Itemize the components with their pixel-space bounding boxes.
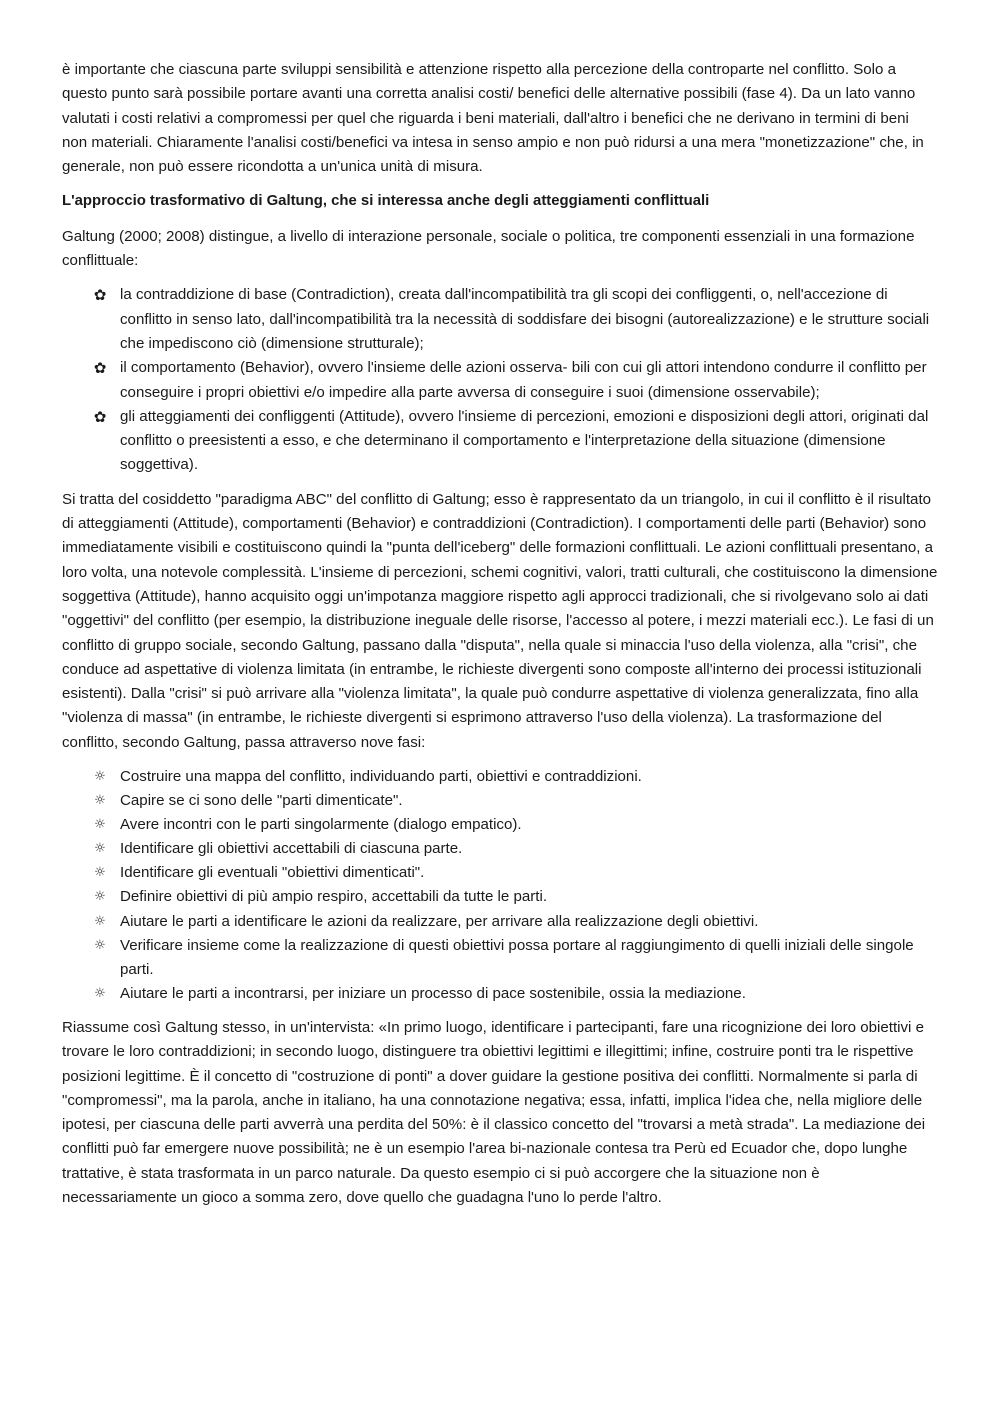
list-item-text: Aiutare le parti a incontrarsi, per iniziare un processo di pace sostenibile, ossia la mediazione. xyxy=(120,984,746,1002)
sun-bullet-icon: ☼ xyxy=(94,985,106,1001)
paragraph-interview: Riassume così Galtung stesso, in un'intervista: «In primo luogo, identificare i partecipanti, fare una ricognizione dei loro obiettivi e trovare le loro contraddizioni; in secondo luogo, distinguere tra obiettivi legittimi e illegittimi; infine, costruire ponti tra le rispettive posizioni legittime. È il concetto di "costruzione di ponti" a dover guidare la gestione positiva dei conflitti. Normalmente si parla di "compromessi", ma la parola, anche in italiano, ha una connotazione negativa; essa, infatti, implica l'idea che, nella migliore delle ipotesi, per ciascuna delle parti avverrà una perdita del 50%: è il classico concetto del "trovarsi a metà strada". La mediazione dei conflitti può far emergere nuove possibilità; ne è un esempio l'area bi-nazionale contesa tra Perù ed Ecuador che, dopo lunghe trattative, è stata trasformata in un parco naturale. Da questo esempio ci si può accorgere che la situazione non è necessariamente un gioco a somma zero, dove quello che guadagna l'uno lo perde l'altro. xyxy=(62,1018,926,1207)
list-item xyxy=(62,356,938,405)
list-item-text: Identificare gli eventuali "obiettivi dimenticati". xyxy=(120,864,425,882)
flower-bullet-icon: ✿ xyxy=(93,286,107,305)
flower-bullet-icon: ✿ xyxy=(93,359,107,378)
list-item xyxy=(62,813,938,837)
sun-bullet-icon: ☼ xyxy=(94,889,106,905)
list-item-text: il comportamento (Behavior), ovvero l'insieme delle azioni osserva- bili con cui gli attori intendono condurre il conflitto per conseguire i propri obiettivi e/o impedire alla parte avversa di conseguire i suoi (dimensione osservabile); xyxy=(120,359,927,401)
list-item-text: Capire se ci sono delle "parti dimenticate". xyxy=(120,792,403,810)
paragraph-abc-paradigm: Si tratta del cosiddetto "paradigma ABC" del conflitto di Galtung; esso è rappresentato da un triangolo, in cui il conflitto è il risultato di atteggiamenti (Attitude), comportamenti (Behavior) e contraddizioni (Contradiction). I comportamenti delle parti (Behavior) sono immediatamente visibili e costituiscono quindi la "punta dell'iceberg" delle formazioni conflittuali. Le azioni conflittuali presentano, a loro volta, una notevole complessità. L'insieme di percezioni, schemi cognitivi, valori, tratti culturali, che costituiscono la dimensione soggettiva (Attitude), hanno acquisito oggi un'impotanza maggiore rispetto agli approcci tradizionali, che si rivolgevano solo ai dati "oggettivi" del conflitto (per esempio, la distribuzione ineguale delle risorse, l'accesso al potere, i mezzi materiali ecc.). Le fasi di un conflitto di gruppo sociale, secondo Galtung, passano dalla "disputa", nella quale si minaccia l'uso della violenza, alla "crisi", che conduce ad aspettative di violenza limitata (in entrambe, le richieste divergenti sono composte all'interno dei processi istituzionali esistenti). Dalla "crisi" si può arrivare alla "violenza limitata", la quale può condurre aspettative di violenza generalizzata, fino alla "violenza di massa" (in entrambe, le richieste divergenti si esprimono attraverso l'uso della violenza). La trasformazione del conflitto, secondo Galtung, passa attraverso nove fasi: xyxy=(62,490,938,751)
paragraph-intro: è importante che ciascuna parte sviluppi sensibilità e attenzione rispetto alla percezione della controparte nel conflitto. Solo a questo punto sarà possibile portare avanti una corretta analisi costi/ benefici delle alternative possibili (fase 4). Da un lato vanno valutati i costi relativi a compromessi per quel che riguarda i beni materiali, dall'altro i benefici che ne derivano in termini di beni non materiali. Chiaramente l'analisi costi/benefici va intesa in senso ampio e non può ridursi a una mera "monetizzazione" che, in generale, non può essere ricondotta a un'unica unità di misura. xyxy=(62,61,924,176)
phases-list xyxy=(62,765,938,1006)
section-heading: L'approccio trasformativo di Galtung, che si interessa anche degli atteggiamenti conflittuali xyxy=(62,193,710,210)
list-item xyxy=(62,910,938,934)
list-item xyxy=(62,765,938,789)
sun-bullet-icon: ☼ xyxy=(94,865,106,881)
list-item-text: gli atteggiamenti dei confliggenti (Attitude), ovvero l'insieme di percezioni, emozioni e disposizioni degli attori, originati dal conflitto o preesistenti a esso, e che determinano il comportamento e l'interpretazione della situazione (dimensione soggettiva). xyxy=(120,407,929,474)
sun-bullet-icon: ☼ xyxy=(94,937,106,953)
list-item xyxy=(62,837,938,861)
list-item xyxy=(62,861,938,885)
sun-bullet-icon: ☼ xyxy=(94,841,106,857)
sun-bullet-icon: ☼ xyxy=(94,793,106,809)
list-item-text: Identificare gli obiettivi accettabili di ciascuna parte. xyxy=(120,840,463,858)
list-item-text: Verificare insieme come la realizzazione di questi obiettivi possa portare al raggiungimento di quelli iniziali delle singole parti. xyxy=(120,936,914,978)
sun-bullet-icon: ☼ xyxy=(94,769,106,785)
components-list xyxy=(62,283,938,477)
sun-bullet-icon: ☼ xyxy=(94,817,106,833)
list-item-text: Aiutare le parti a identificare le azioni da realizzare, per arrivare alla realizzazione degli obiettivi. xyxy=(120,912,759,930)
list-item xyxy=(62,885,938,909)
list-item-text: la contraddizione di base (Contradiction), creata dall'incompatibilità tra gli scopi dei confliggenti, o, nell'accezione di conflitto in senso lato, dall'incompatibilità tra la necessità di soddisfare dei bisogni (autorealizzazione) e le strutture sociali che impediscono ciò (dimensione strutturale); xyxy=(120,286,930,352)
list-item-text: Avere incontri con le parti singolarmente (dialogo empatico). xyxy=(120,816,522,834)
flower-bullet-icon: ✿ xyxy=(93,407,107,426)
list-item-text: Definire obiettivi di più ampio respiro, accettabili da tutte le parti. xyxy=(120,888,548,906)
list-item xyxy=(62,405,938,478)
list-item xyxy=(62,982,938,1006)
sun-bullet-icon: ☼ xyxy=(94,913,106,929)
list-item xyxy=(62,789,938,813)
list-item xyxy=(62,934,938,982)
list-item-text: Costruire una mappa del conflitto, individuando parti, obiettivi e contraddizioni. xyxy=(120,768,642,786)
paragraph-galtung-components: Galtung (2000; 2008) distingue, a livello di interazione personale, sociale o politica, tre componenti essenziali in una formazione conflittuale: xyxy=(62,227,915,270)
list-item xyxy=(62,283,938,356)
